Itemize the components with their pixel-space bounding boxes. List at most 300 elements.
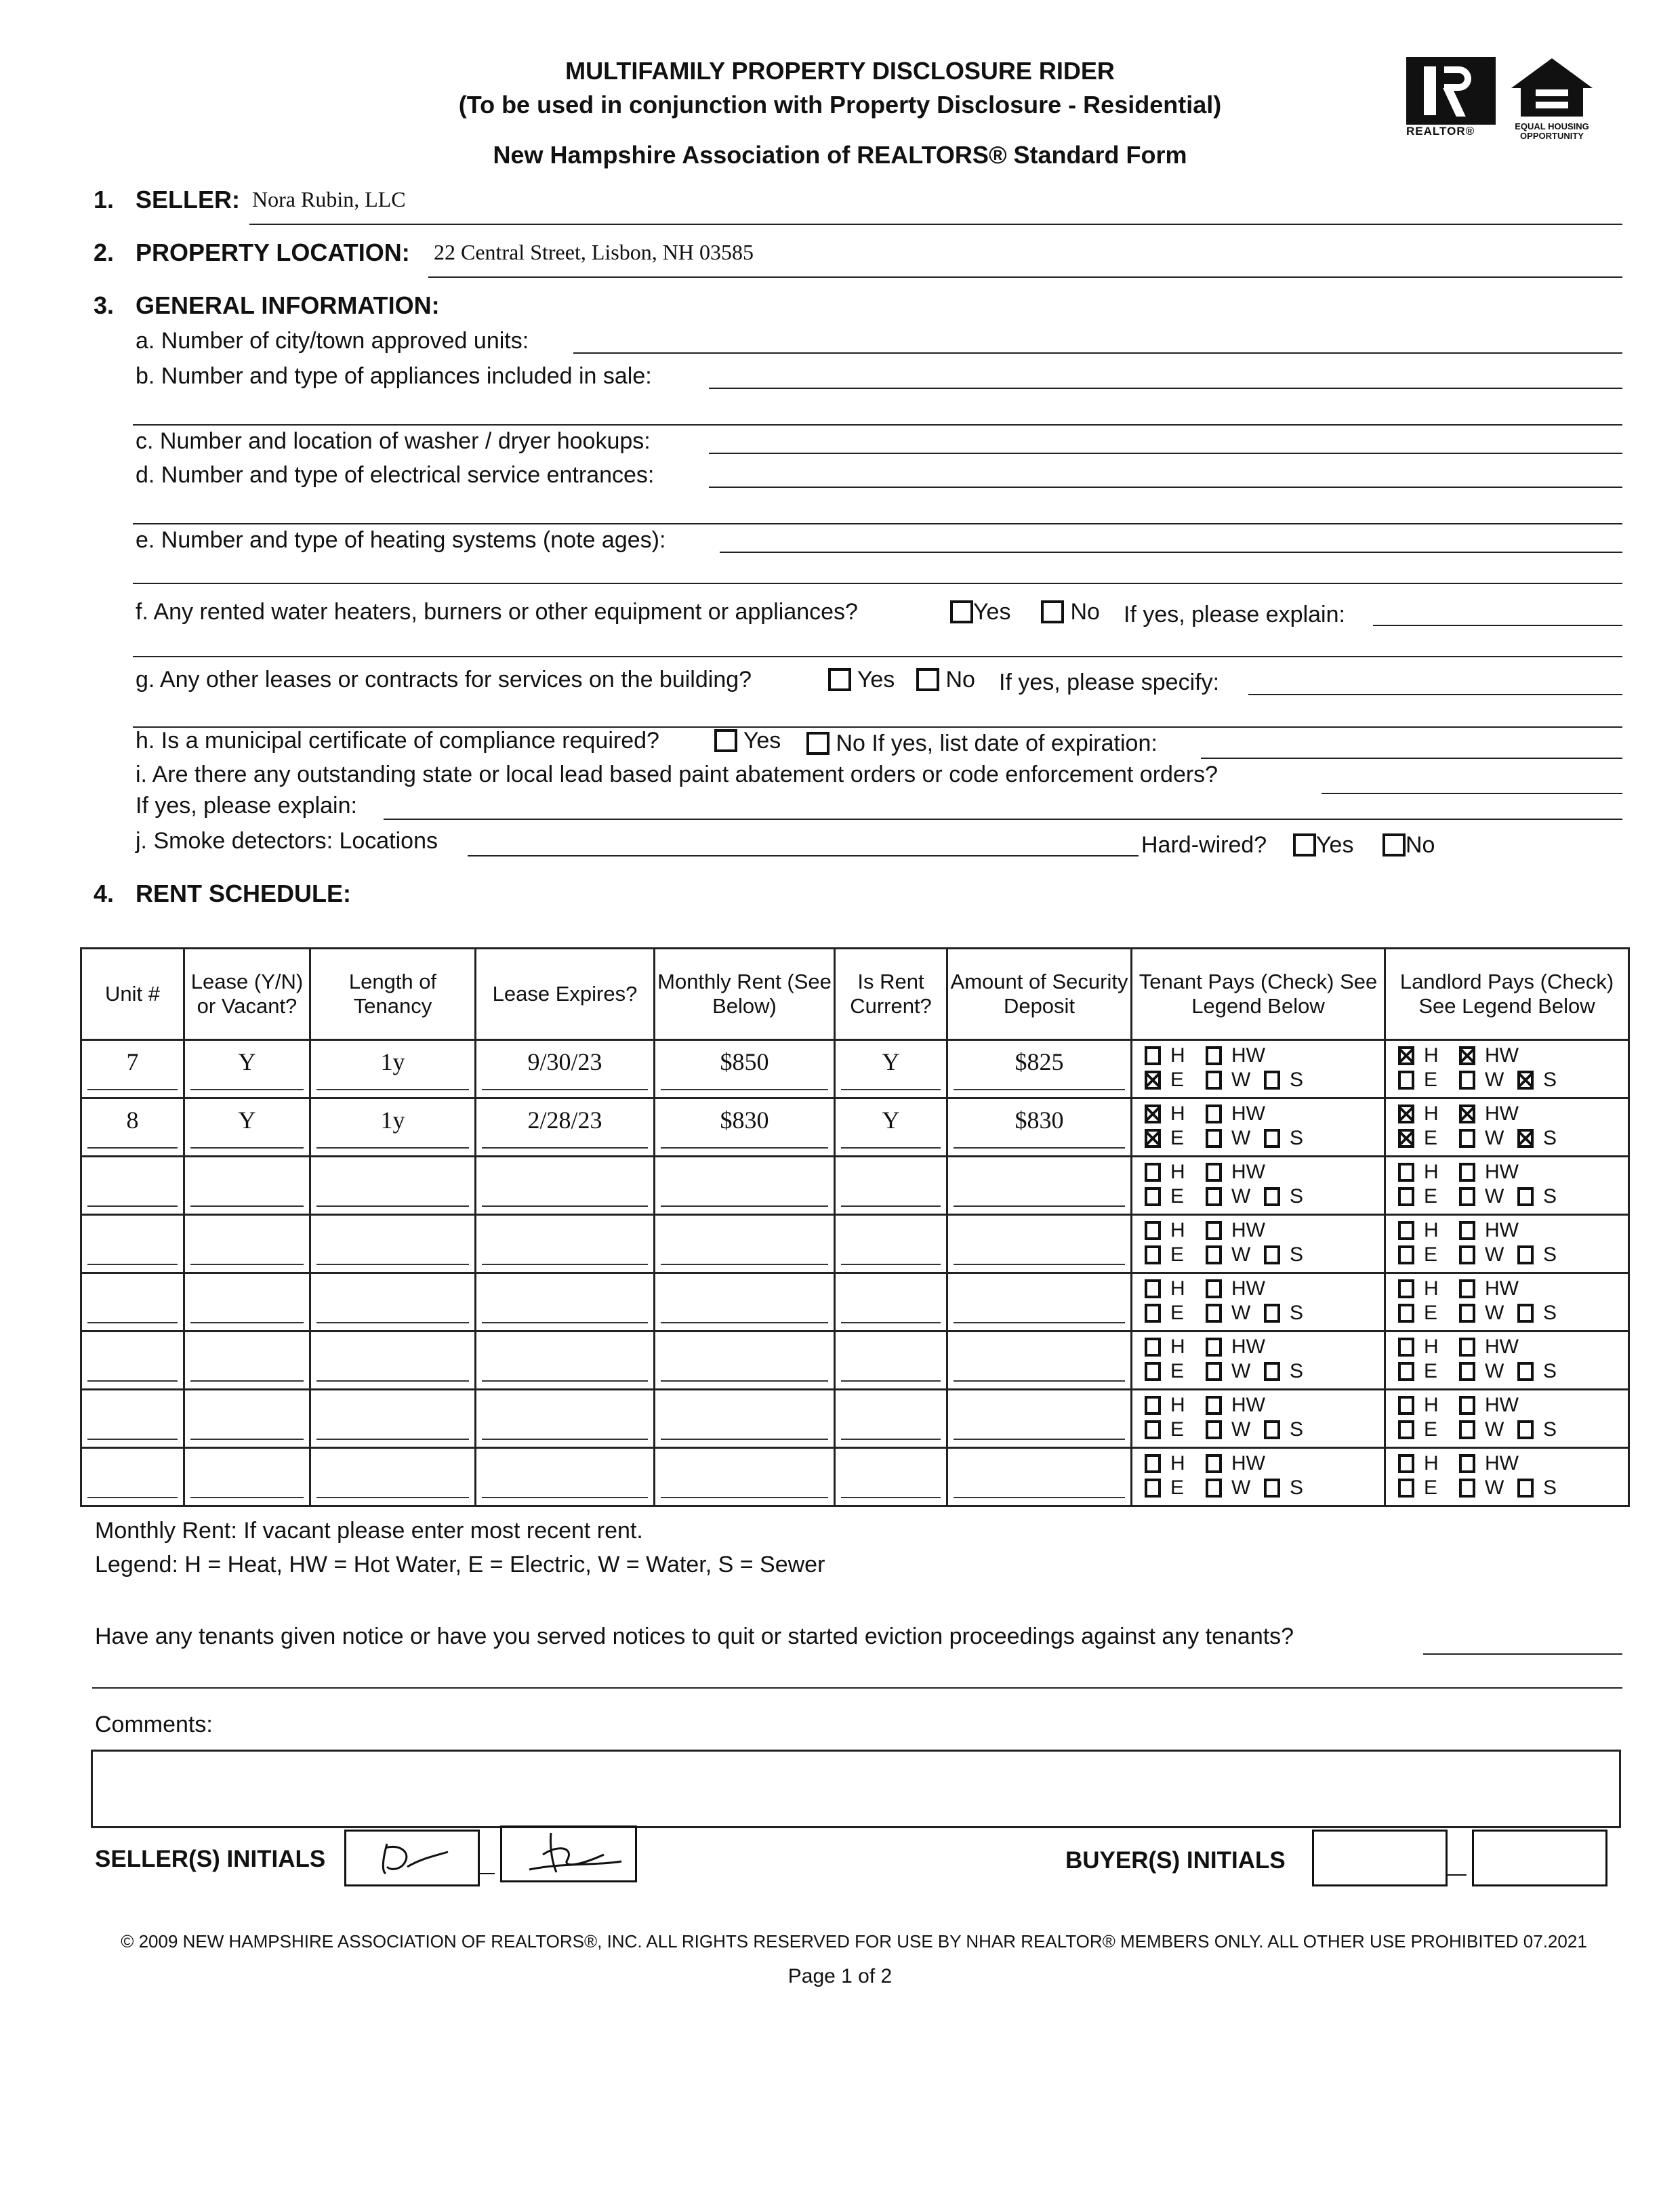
tenant-w-checkbox[interactable] — [1206, 1304, 1222, 1323]
rent-cell-deposit[interactable] — [947, 1448, 1132, 1506]
rent-value-current: Y — [882, 1107, 900, 1134]
landlord-s-checkbox[interactable] — [1517, 1479, 1534, 1498]
lead-paint-label: i. Are there any outstanding state or local lead based paint abatement orders or code enforcement orders? — [136, 762, 1218, 787]
tenant-s-checkbox[interactable] — [1264, 1187, 1280, 1206]
rent-cell-lease[interactable] — [184, 1273, 310, 1332]
rent-cell-rent[interactable] — [655, 1157, 835, 1215]
pay-label-e: E — [1170, 1127, 1185, 1149]
rent-cell-lease[interactable] — [184, 1215, 310, 1273]
rent-value-expires: 2/28/23 — [527, 1107, 602, 1134]
col-tenant-pays: Tenant Pays (Check) See Legend Below — [1132, 949, 1385, 1040]
landlord-s-checkbox[interactable] — [1517, 1187, 1534, 1206]
rent-cell-deposit[interactable] — [947, 1215, 1132, 1273]
landlord-e-checkbox[interactable] — [1398, 1245, 1414, 1264]
rent-cell-deposit[interactable] — [947, 1098, 1132, 1157]
landlord-w-checkbox[interactable] — [1459, 1479, 1475, 1498]
cell-underline — [190, 1439, 304, 1440]
landlord-e-checkbox[interactable] — [1398, 1304, 1414, 1323]
tenant-s-checkbox[interactable] — [1264, 1071, 1280, 1090]
rent-cell-length[interactable] — [310, 1098, 476, 1157]
checkbox-icon[interactable] — [1041, 600, 1064, 623]
heating-field[interactable] — [720, 552, 1622, 553]
landlord-pays-cell — [1385, 1098, 1629, 1157]
cell-underline — [482, 1089, 648, 1090]
tenant-w-checkbox[interactable] — [1206, 1479, 1222, 1498]
pay-label-s: S — [1290, 1302, 1304, 1324]
rent-cell-current[interactable] — [835, 1040, 947, 1098]
cell-underline — [661, 1439, 828, 1440]
landlord-hw-checkbox[interactable] — [1459, 1105, 1475, 1123]
landlord-hw-checkbox[interactable] — [1459, 1338, 1475, 1357]
tenant-pays-cell — [1132, 1390, 1385, 1448]
checkbox-icon[interactable] — [806, 732, 829, 755]
rent-cell-length[interactable] — [310, 1332, 476, 1390]
cell-underline — [661, 1264, 828, 1265]
form-org: New Hampshire Association of REALTORS® Standard Form — [493, 141, 1187, 169]
rent-cell-deposit[interactable] — [947, 1332, 1132, 1390]
rent-cell-expires[interactable] — [476, 1273, 655, 1332]
checkbox-icon[interactable] — [1293, 833, 1316, 856]
washer-dryer-field[interactable] — [709, 453, 1622, 454]
electrical-label: d. Number and type of electrical service entrances: — [136, 462, 655, 488]
lead-paint-explain-label: If yes, please explain: — [136, 793, 357, 819]
checkbox-icon[interactable] — [828, 668, 851, 691]
rent-label: RENT SCHEDULE: — [136, 880, 352, 907]
rent-cell-lease[interactable] — [184, 1157, 310, 1215]
other-leases-yes[interactable] — [828, 667, 895, 693]
heating-label: e. Number and type of heating systems (note ages): — [136, 527, 666, 553]
rent-cell-length[interactable] — [310, 1157, 476, 1215]
compliance-expiration-field[interactable] — [1201, 758, 1622, 759]
rent-cell-expires[interactable] — [476, 1448, 655, 1506]
tenant-h-checkbox[interactable] — [1145, 1046, 1161, 1065]
cell-underline — [841, 1497, 941, 1498]
col-unit: Unit # — [81, 949, 184, 1040]
pay-label-w: W — [1231, 1243, 1251, 1266]
rent-cell-lease[interactable] — [184, 1390, 310, 1448]
pay-label-s: S — [1543, 1360, 1557, 1382]
lead-paint-explain-field[interactable] — [384, 819, 1622, 820]
landlord-hw-checkbox[interactable] — [1459, 1279, 1475, 1298]
rent-cell-lease[interactable] — [184, 1040, 310, 1098]
rent-cell-rent[interactable] — [655, 1448, 835, 1506]
yes-label: Yes — [1316, 832, 1354, 858]
rent-cell-lease[interactable] — [184, 1332, 310, 1390]
rented-equipment-yes[interactable] — [950, 599, 1010, 625]
pay-label-s: S — [1290, 1360, 1304, 1382]
tenant-e-checkbox[interactable] — [1145, 1362, 1161, 1381]
checkbox-icon[interactable] — [916, 668, 939, 691]
other-leases-specify-field[interactable] — [1248, 694, 1622, 695]
rent-row — [81, 1448, 1629, 1506]
rent-cell-lease[interactable] — [184, 1098, 310, 1157]
rent-cell-rent[interactable] — [655, 1215, 835, 1273]
appliances-label: b. Number and type of appliances included in sale: — [136, 363, 652, 389]
tenant-h-checkbox[interactable] — [1145, 1105, 1161, 1123]
appliances-field[interactable] — [709, 388, 1622, 389]
pay-label-hw: HW — [1231, 1161, 1265, 1183]
eviction-answer-field[interactable] — [1423, 1653, 1622, 1655]
tenant-h-checkbox[interactable] — [1145, 1396, 1161, 1415]
rent-cell-rent[interactable] — [655, 1098, 835, 1157]
rent-cell-rent[interactable] — [655, 1332, 835, 1390]
tenant-pays-cell — [1132, 1098, 1385, 1157]
rent-cell-unit[interactable] — [81, 1157, 184, 1215]
cell-underline — [954, 1089, 1125, 1090]
pay-label-hw: HW — [1485, 1336, 1519, 1358]
landlord-e-checkbox[interactable] — [1398, 1362, 1414, 1381]
landlord-w-checkbox[interactable] — [1459, 1129, 1475, 1148]
rent-cell-expires[interactable] — [476, 1157, 655, 1215]
col-landlord-pays: Landlord Pays (Check) See Legend Below — [1385, 949, 1629, 1040]
tenant-h-checkbox[interactable] — [1145, 1279, 1161, 1298]
checkbox-icon[interactable] — [1382, 833, 1406, 856]
rent-row — [81, 1098, 1629, 1157]
tenant-hw-checkbox[interactable] — [1206, 1221, 1222, 1240]
tenant-e-checkbox[interactable] — [1145, 1187, 1161, 1206]
rent-cell-length[interactable] — [310, 1273, 476, 1332]
compliance-yes[interactable] — [714, 728, 781, 754]
pay-label-s: S — [1290, 1185, 1304, 1207]
seller-initials-label: SELLER(S) INITIALS — [95, 1846, 326, 1872]
yes-label: Yes — [973, 599, 1011, 625]
tenant-w-checkbox[interactable] — [1206, 1071, 1222, 1090]
tenant-pays-cell — [1132, 1273, 1385, 1332]
rent-cell-deposit[interactable] — [947, 1040, 1132, 1098]
landlord-w-checkbox[interactable] — [1459, 1304, 1475, 1323]
rent-cell-expires[interactable] — [476, 1215, 655, 1273]
rent-cell-unit[interactable] — [81, 1215, 184, 1273]
pay-label-h: H — [1424, 1452, 1439, 1474]
cell-underline — [87, 1147, 178, 1149]
pay-label-s: S — [1543, 1127, 1557, 1149]
cell-underline — [316, 1380, 469, 1382]
landlord-pays-cell — [1385, 1157, 1629, 1215]
cell-underline — [661, 1322, 828, 1323]
seller-name[interactable]: Nora Rubin, LLC — [252, 187, 406, 211]
rent-cell-lease[interactable] — [184, 1448, 310, 1506]
tenant-e-checkbox[interactable] — [1145, 1245, 1161, 1264]
realtor-logo — [1406, 57, 1496, 138]
pay-label-w: W — [1485, 1185, 1504, 1207]
landlord-h-checkbox[interactable] — [1398, 1221, 1414, 1240]
pay-label-h: H — [1424, 1219, 1439, 1241]
rent-cell-current[interactable] — [835, 1157, 947, 1215]
pay-label-e: E — [1424, 1185, 1438, 1207]
checkbox-icon[interactable] — [714, 729, 737, 752]
landlord-e-checkbox[interactable] — [1398, 1187, 1414, 1206]
rent-cell-rent[interactable] — [655, 1040, 835, 1098]
cell-underline — [661, 1205, 828, 1207]
tenant-s-checkbox[interactable] — [1264, 1362, 1280, 1381]
cell-underline — [87, 1380, 178, 1382]
landlord-e-checkbox[interactable] — [1398, 1420, 1414, 1439]
yes-label: Yes — [743, 728, 781, 754]
rent-cell-current[interactable] — [835, 1215, 947, 1273]
landlord-h-checkbox[interactable] — [1398, 1046, 1414, 1065]
tenant-s-checkbox[interactable] — [1264, 1245, 1280, 1264]
tenant-hw-checkbox[interactable] — [1206, 1105, 1222, 1123]
seller-number: 1. — [94, 186, 115, 213]
rent-cell-unit[interactable] — [81, 1390, 184, 1448]
landlord-w-checkbox[interactable] — [1459, 1245, 1475, 1264]
col-deposit: Amount of Security Deposit — [947, 949, 1132, 1040]
cell-underline — [482, 1322, 648, 1323]
landlord-h-checkbox[interactable] — [1398, 1396, 1414, 1415]
tenant-hw-checkbox[interactable] — [1206, 1454, 1222, 1473]
pay-label-s: S — [1290, 1069, 1304, 1091]
rent-cell-current[interactable] — [835, 1273, 947, 1332]
rent-cell-unit[interactable] — [81, 1040, 184, 1098]
comments-label: Comments: — [95, 1712, 213, 1737]
tenant-w-checkbox[interactable] — [1206, 1245, 1222, 1264]
cell-underline — [190, 1264, 304, 1265]
pay-label-w: W — [1485, 1069, 1504, 1091]
pay-label-w: W — [1485, 1477, 1504, 1499]
landlord-hw-checkbox[interactable] — [1459, 1221, 1475, 1240]
landlord-hw-checkbox[interactable] — [1459, 1046, 1475, 1065]
tenant-s-checkbox[interactable] — [1264, 1304, 1280, 1323]
pay-label-h: H — [1170, 1044, 1185, 1067]
landlord-e-checkbox[interactable] — [1398, 1479, 1414, 1498]
rent-cell-rent[interactable] — [655, 1273, 835, 1332]
hard-wired-yes[interactable] — [1293, 832, 1353, 859]
pay-label-s: S — [1290, 1243, 1304, 1266]
form-subtitle: (To be used in conjunction with Property Disclosure - Residential) — [458, 91, 1222, 119]
rent-cell-length[interactable] — [310, 1448, 476, 1506]
pay-label-e: E — [1170, 1302, 1185, 1324]
tenant-hw-checkbox[interactable] — [1206, 1338, 1222, 1357]
smoke-detectors-label: j. Smoke detectors: Locations — [136, 828, 438, 854]
seller-initials-box-2[interactable] — [500, 1825, 637, 1882]
tenant-h-checkbox[interactable] — [1145, 1454, 1161, 1473]
buyer-initials-box-1[interactable] — [1312, 1830, 1448, 1886]
rent-cell-expires[interactable] — [476, 1098, 655, 1157]
landlord-s-checkbox[interactable] — [1517, 1420, 1534, 1439]
landlord-hw-checkbox[interactable] — [1459, 1454, 1475, 1473]
smoke-detectors-field[interactable] — [468, 855, 1139, 856]
pay-label-hw: HW — [1485, 1219, 1519, 1241]
rented-equipment-explain-label: If yes, please explain: — [1124, 602, 1345, 627]
pay-label-s: S — [1543, 1069, 1557, 1091]
cell-underline — [661, 1380, 828, 1382]
rent-schedule-table — [80, 947, 1630, 1507]
landlord-hw-checkbox[interactable] — [1459, 1396, 1475, 1415]
cell-underline — [661, 1147, 828, 1149]
hard-wired-no[interactable] — [1382, 832, 1435, 859]
cell-underline — [661, 1089, 828, 1090]
tenant-e-checkbox[interactable] — [1145, 1304, 1161, 1323]
cell-underline — [841, 1439, 941, 1440]
tenant-h-checkbox[interactable] — [1145, 1163, 1161, 1182]
approved-units-field[interactable] — [573, 352, 1622, 354]
pay-label-w: W — [1485, 1360, 1504, 1382]
pay-label-w: W — [1231, 1069, 1251, 1091]
cell-underline — [316, 1497, 469, 1498]
tenant-s-checkbox[interactable] — [1264, 1129, 1280, 1148]
landlord-pays-cell — [1385, 1040, 1629, 1098]
rent-cell-expires[interactable] — [476, 1390, 655, 1448]
cell-underline — [482, 1380, 648, 1382]
landlord-w-checkbox[interactable] — [1459, 1187, 1475, 1206]
eviction-question: Have any tenants given notice or have you served notices to quit or started eviction proceedings against any tenants? — [95, 1624, 1294, 1649]
landlord-h-checkbox[interactable] — [1398, 1163, 1414, 1182]
cell-underline — [316, 1439, 469, 1440]
cell-underline — [954, 1380, 1125, 1382]
comments-box[interactable] — [91, 1750, 1621, 1828]
pay-label-e: E — [1424, 1302, 1438, 1324]
pay-label-h: H — [1170, 1277, 1185, 1300]
copyright: © 2009 NEW HAMPSHIRE ASSOCIATION OF REALTORS®, INC. ALL RIGHTS RESERVED FOR USE BY NHAR REALTOR® MEMBERS ONLY. ALL OTHER USE PROHIBITED 07.2021 — [121, 1931, 1587, 1952]
landlord-e-checkbox[interactable] — [1398, 1129, 1414, 1148]
tenant-hw-checkbox[interactable] — [1206, 1163, 1222, 1182]
rent-cell-expires[interactable] — [476, 1040, 655, 1098]
page-number: Page 1 of 2 — [787, 1965, 893, 1987]
landlord-s-checkbox[interactable] — [1517, 1071, 1534, 1090]
rent-cell-current[interactable] — [835, 1098, 947, 1157]
tenant-hw-checkbox[interactable] — [1206, 1046, 1222, 1065]
property-label: PROPERTY LOCATION: — [136, 239, 410, 266]
cell-underline — [87, 1497, 178, 1498]
landlord-s-checkbox[interactable] — [1517, 1245, 1534, 1264]
pay-label-hw: HW — [1485, 1277, 1519, 1300]
cell-underline — [87, 1089, 178, 1090]
rent-cell-deposit[interactable] — [947, 1273, 1132, 1332]
tenant-hw-checkbox[interactable] — [1206, 1279, 1222, 1298]
rent-cell-deposit[interactable] — [947, 1157, 1132, 1215]
rent-value-lease: Y — [238, 1107, 256, 1134]
cell-underline — [190, 1380, 304, 1382]
pay-label-w: W — [1485, 1243, 1504, 1266]
tenant-e-checkbox[interactable] — [1145, 1479, 1161, 1498]
pay-label-e: E — [1170, 1360, 1185, 1382]
cell-underline — [841, 1147, 941, 1149]
tenant-w-checkbox[interactable] — [1206, 1187, 1222, 1206]
buyer-initials-box-2[interactable] — [1472, 1830, 1607, 1886]
cell-underline — [482, 1264, 648, 1265]
pay-label-s: S — [1543, 1418, 1557, 1441]
landlord-s-checkbox[interactable] — [1517, 1362, 1534, 1381]
rent-value-lease: Y — [238, 1048, 256, 1075]
cell-underline — [954, 1439, 1125, 1440]
electrical-field[interactable] — [709, 487, 1622, 488]
rent-value-rent: $830 — [720, 1107, 769, 1134]
rented-equipment-no[interactable] — [1041, 599, 1100, 625]
rent-number: 4. — [94, 880, 115, 907]
tenant-e-checkbox[interactable] — [1145, 1129, 1161, 1148]
equal-housing-logo — [1504, 54, 1599, 142]
cell-underline — [316, 1147, 469, 1149]
pay-label-hw: HW — [1231, 1336, 1265, 1358]
landlord-pays-cell — [1385, 1390, 1629, 1448]
rent-cell-current[interactable] — [835, 1390, 947, 1448]
cell-underline — [841, 1089, 941, 1090]
rent-cell-unit[interactable] — [81, 1098, 184, 1157]
cell-underline — [841, 1322, 941, 1323]
landlord-w-checkbox[interactable] — [1459, 1362, 1475, 1381]
landlord-h-checkbox[interactable] — [1398, 1454, 1414, 1473]
rent-cell-unit[interactable] — [81, 1332, 184, 1390]
tenant-e-checkbox[interactable] — [1145, 1420, 1161, 1439]
rent-cell-deposit[interactable] — [947, 1390, 1132, 1448]
tenant-h-checkbox[interactable] — [1145, 1338, 1161, 1357]
rent-cell-expires[interactable] — [476, 1332, 655, 1390]
landlord-e-checkbox[interactable] — [1398, 1071, 1414, 1090]
rent-cell-current[interactable] — [835, 1332, 947, 1390]
cell-underline — [954, 1322, 1125, 1323]
cell-underline — [954, 1264, 1125, 1265]
tenant-w-checkbox[interactable] — [1206, 1129, 1222, 1148]
tenant-w-checkbox[interactable] — [1206, 1362, 1222, 1381]
tenant-h-checkbox[interactable] — [1145, 1221, 1161, 1240]
seller-initials-box-1[interactable] — [344, 1830, 480, 1886]
tenant-e-checkbox[interactable] — [1145, 1071, 1161, 1090]
landlord-h-checkbox[interactable] — [1398, 1338, 1414, 1357]
lead-paint-field[interactable] — [1322, 793, 1622, 794]
property-location[interactable]: 22 Central Street, Lisbon, NH 03585 — [434, 240, 754, 264]
pay-label-hw: HW — [1231, 1219, 1265, 1241]
tenant-s-checkbox[interactable] — [1264, 1479, 1280, 1498]
checkbox-icon[interactable] — [950, 600, 973, 623]
general-label: GENERAL INFORMATION: — [136, 291, 440, 319]
pay-label-w: W — [1231, 1302, 1251, 1324]
property-number: 2. — [94, 239, 115, 266]
landlord-s-checkbox[interactable] — [1517, 1304, 1534, 1323]
tenant-hw-checkbox[interactable] — [1206, 1396, 1222, 1415]
rent-cell-rent[interactable] — [655, 1390, 835, 1448]
cell-underline — [190, 1322, 304, 1323]
rent-cell-length[interactable] — [310, 1040, 476, 1098]
landlord-s-checkbox[interactable] — [1517, 1129, 1534, 1148]
seller-label: SELLER: — [136, 186, 241, 213]
pay-label-hw: HW — [1231, 1044, 1265, 1067]
tenant-s-checkbox[interactable] — [1264, 1420, 1280, 1439]
cell-underline — [841, 1264, 941, 1265]
landlord-h-checkbox[interactable] — [1398, 1279, 1414, 1298]
rent-value-length: 1y — [380, 1107, 405, 1134]
buyer-initials-label: BUYER(S) INITIALS — [1065, 1847, 1286, 1874]
rent-row — [81, 1332, 1629, 1390]
rent-cell-current[interactable] — [835, 1448, 947, 1506]
rented-equipment-explain-field[interactable] — [1373, 625, 1622, 626]
compliance-no[interactable] — [806, 730, 1157, 757]
landlord-h-checkbox[interactable] — [1398, 1105, 1414, 1123]
realtor-logo-text: REALTOR® — [1406, 125, 1475, 138]
col-expires: Lease Expires? — [476, 949, 655, 1040]
other-leases-no[interactable] — [916, 667, 975, 693]
rent-cell-length[interactable] — [310, 1390, 476, 1448]
rent-cell-unit[interactable] — [81, 1448, 184, 1506]
landlord-w-checkbox[interactable] — [1459, 1420, 1475, 1439]
tenant-w-checkbox[interactable] — [1206, 1420, 1222, 1439]
pay-label-hw: HW — [1485, 1044, 1519, 1067]
landlord-w-checkbox[interactable] — [1459, 1071, 1475, 1090]
rent-cell-unit[interactable] — [81, 1273, 184, 1332]
other-leases-label: g. Any other leases or contracts for services on the building? — [136, 667, 752, 693]
pay-label-h: H — [1424, 1044, 1439, 1067]
landlord-hw-checkbox[interactable] — [1459, 1163, 1475, 1182]
rent-cell-length[interactable] — [310, 1215, 476, 1273]
rent-value-unit: 8 — [126, 1107, 139, 1134]
landlord-pays-cell — [1385, 1448, 1629, 1506]
landlord-pays-cell — [1385, 1273, 1629, 1332]
pay-label-e: E — [1424, 1243, 1438, 1266]
cell-underline — [190, 1205, 304, 1207]
pay-label-w: W — [1231, 1185, 1251, 1207]
pay-label-h: H — [1170, 1452, 1185, 1474]
pay-label-w: W — [1231, 1418, 1251, 1441]
rent-value-unit: 7 — [126, 1048, 139, 1075]
